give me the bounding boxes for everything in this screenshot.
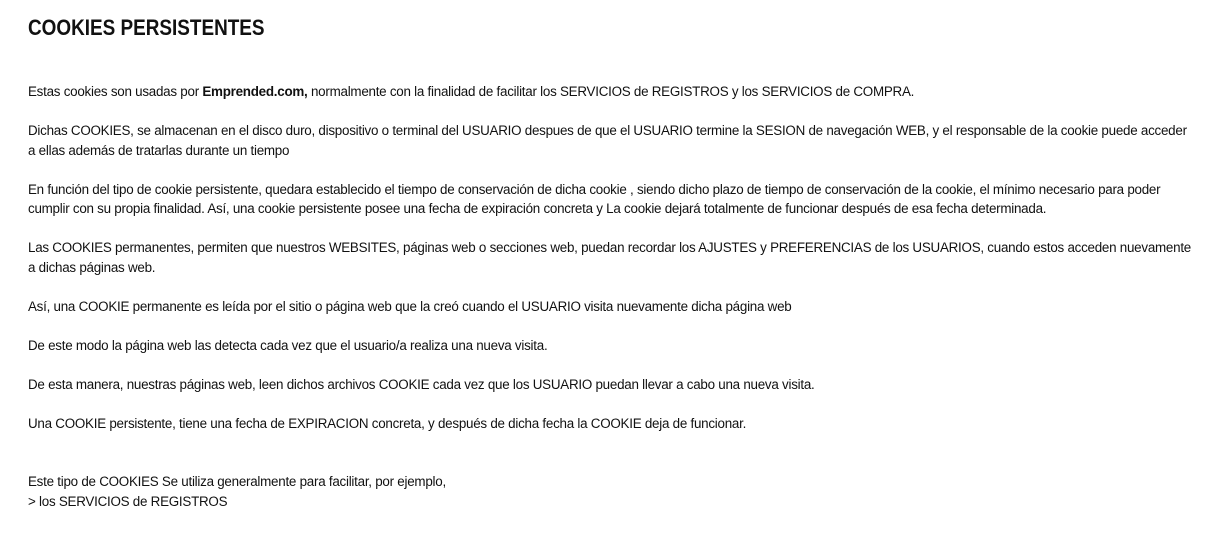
paragraph-permanent-cookies: Las COOKIES permanentes, permiten que nuestros WEBSITES, páginas web o secciones web, puedan recordar los AJUSTES y PREFERENCIAS de los USUARIOS, cuando estos acceden nuevamente a dichas páginas web. [28,240,1191,275]
paragraph-spacer [28,453,1198,473]
document-body [28,82,1198,511]
paragraph-usage-example: Este tipo de COOKIES Se utiliza generalmente para facilitar, por ejemplo, [28,474,446,489]
paragraph-storage: Dichas COOKIES, se almacenan en el disco duro, dispositivo o terminal del USUARIO despues de que el USUARIO termine la SESION de navegación WEB, y el responsable de la cookie puede acceder a ellas además de tratarlas durante un tiempo [28,123,1187,158]
page-title: COOKIES PERSISTENTES [28,15,265,40]
brand-name: Emprended.com, [202,84,308,99]
paragraph-cookie-read: Así, una COOKIE permanente es leída por el sitio o página web que la creó cuando el USUARIO visita nuevamente dicha página web [28,298,792,314]
paragraph-usage-text-start: Estas cookies son usadas por [28,84,203,99]
paragraph-detection: De este modo la página web las detecta cada vez que el usuario/a realiza una nueva visita. [28,337,548,353]
paragraph-retention: En función del tipo de cookie persistente, quedara establecido el tiempo de conservación de dicha cookie , siendo dicho plazo de tiempo de conservación de la cookie, el mínimo necesario para poder cumplir con su propia finalidad. Así, una cookie persistente posee una fecha de expiración concreta y La cookie dejará totalmente de funcionar después de esa fecha determinada. [28,181,1161,216]
paragraph-usage-text-end: normalmente con la finalidad de facilitar los SERVICIOS de REGISTROS y los SERVICIOS de COMPRA. [307,84,915,99]
list-item-registros: > los SERVICIOS de REGISTROS [28,493,228,509]
paragraph-reading-files: De esta manera, nuestras páginas web, leen dichos archivos COOKIE cada vez que los USUARIO puedan llevar a cabo una nueva visita. [28,376,815,392]
paragraph-usage [28,82,1196,102]
document-page [28,14,1198,511]
paragraph-expiration: Una COOKIE persistente, tiene una fecha de EXPIRACION concreta, y después de dicha fecha la COOKIE deja de funcionar. [28,415,747,431]
